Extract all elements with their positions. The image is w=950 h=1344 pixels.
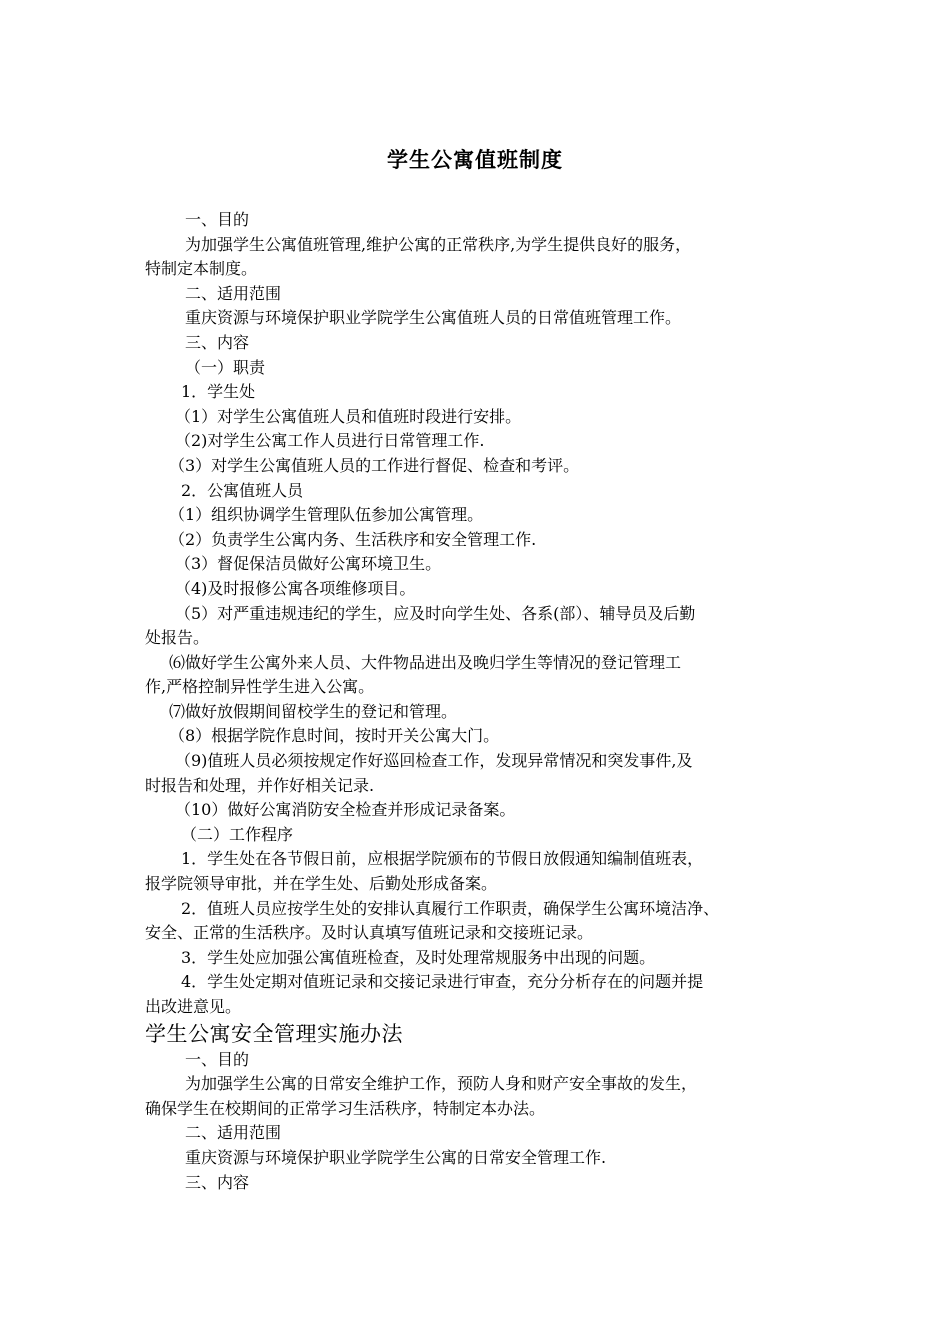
duty-system-content xyxy=(145,208,805,1020)
paragraph-line: （2)对学生公寓工作人员进行日常管理工作. xyxy=(175,431,485,451)
paragraph-line: （2）负责学生公寓内务、生活秩序和安全管理工作. xyxy=(169,529,537,549)
paragraph-line: （1）组织协调学生管理队伍参加公寓管理。 xyxy=(169,505,484,525)
document-title: 学生公寓值班制度 xyxy=(387,148,563,172)
paragraph-line: 一、目的 xyxy=(185,210,250,229)
paragraph-line: 出改进意见。 xyxy=(145,997,242,1016)
paragraph-line: （3）督促保洁员做好公寓环境卫生。 xyxy=(175,554,442,574)
paragraph-line: 三、内容 xyxy=(185,1172,250,1192)
paragraph-line: （1）对学生公寓值班人员和值班时段进行安排。 xyxy=(175,406,522,426)
paragraph-line: 作,严格控制异性学生进入公寓。 xyxy=(145,677,375,697)
section-heading: 学生公寓安全管理实施办法 xyxy=(145,1021,403,1046)
paragraph-line: 2．公寓值班人员 xyxy=(181,480,304,500)
paragraph-line: （5）对严重违规违纪的学生，应及时向学生处、各系(部）、辅导员及后勤 xyxy=(175,603,696,623)
paragraph-line: 处报告。 xyxy=(145,628,210,648)
paragraph-line: 3．学生处应加强公寓值班检查，及时处理常规服务中出现的问题。 xyxy=(181,947,656,967)
paragraph-line: （9)值班人员必须按规定作好巡回检查工作，发现异常情况和突发事件,及 xyxy=(175,751,693,771)
paragraph-line: 时报告和处理，并作好相关记录. xyxy=(145,775,375,795)
paragraph-line: （二）工作程序 xyxy=(181,824,294,844)
paragraph-line: ⑺做好放假期间留校学生的登记和管理。 xyxy=(169,701,458,721)
paragraph-line: 2．值班人员应按学生处的安排认真履行工作职责，确保学生公寓环境洁净、 xyxy=(181,898,720,918)
paragraph-line: 二、适用范围 xyxy=(185,283,282,303)
paragraph-line: 三、内容 xyxy=(185,332,250,352)
paragraph-line: （一）职责 xyxy=(185,357,266,377)
paragraph-line: 特制定本制度。 xyxy=(145,259,258,279)
paragraph-line: （10）做好公寓消防安全检查并形成记录备案。 xyxy=(175,800,516,820)
paragraph-line: 一、目的 xyxy=(185,1049,250,1069)
paragraph-line: 重庆资源与环境保护职业学院学生公寓的日常安全管理工作. xyxy=(185,1147,607,1167)
paragraph-line: 报学院领导审批，并在学生处、后勤处形成备案。 xyxy=(145,874,498,894)
document-body xyxy=(145,208,805,1195)
paragraph-line: 为加强学生公寓值班管理,维护公寓的正常秩序,为学生提供良好的服务， xyxy=(185,234,692,254)
paragraph-line: 1．学生处在各节假日前，应根据学院颁布的节假日放假通知编制值班表， xyxy=(181,849,704,869)
paragraph-line: （8）根据学院作息时间，按时开关公寓大门。 xyxy=(169,726,500,746)
paragraph-line: （3）对学生公寓值班人员的工作进行督促、检查和考评。 xyxy=(169,455,580,475)
paragraph-line: 安全、正常的生活秩序。及时认真填写值班记录和交接班记录。 xyxy=(145,923,594,943)
paragraph-line: 重庆资源与环境保护职业学院学生公寓值班人员的日常值班管理工作。 xyxy=(185,308,682,328)
paragraph-line: 为加强学生公寓的日常安全维护工作，预防人身和财产安全事故的发生， xyxy=(185,1074,698,1094)
paragraph-line: 二、适用范围 xyxy=(185,1123,282,1143)
paragraph-line: 4．学生处定期对值班记录和交接记录进行审查，充分分析存在的问题并提 xyxy=(181,972,704,992)
paragraph-line: 确保学生在校期间的正常学习生活秩序，特制定本办法。 xyxy=(145,1098,546,1118)
paragraph-line: ⑹做好学生公寓外来人员、大件物品进出及晚归学生等情况的登记管理工 xyxy=(169,652,682,672)
safety-management-content xyxy=(145,1048,805,1196)
paragraph-line: 1．学生处 xyxy=(181,382,256,402)
paragraph-line: （4)及时报修公寓各项维修项目。 xyxy=(175,578,416,598)
